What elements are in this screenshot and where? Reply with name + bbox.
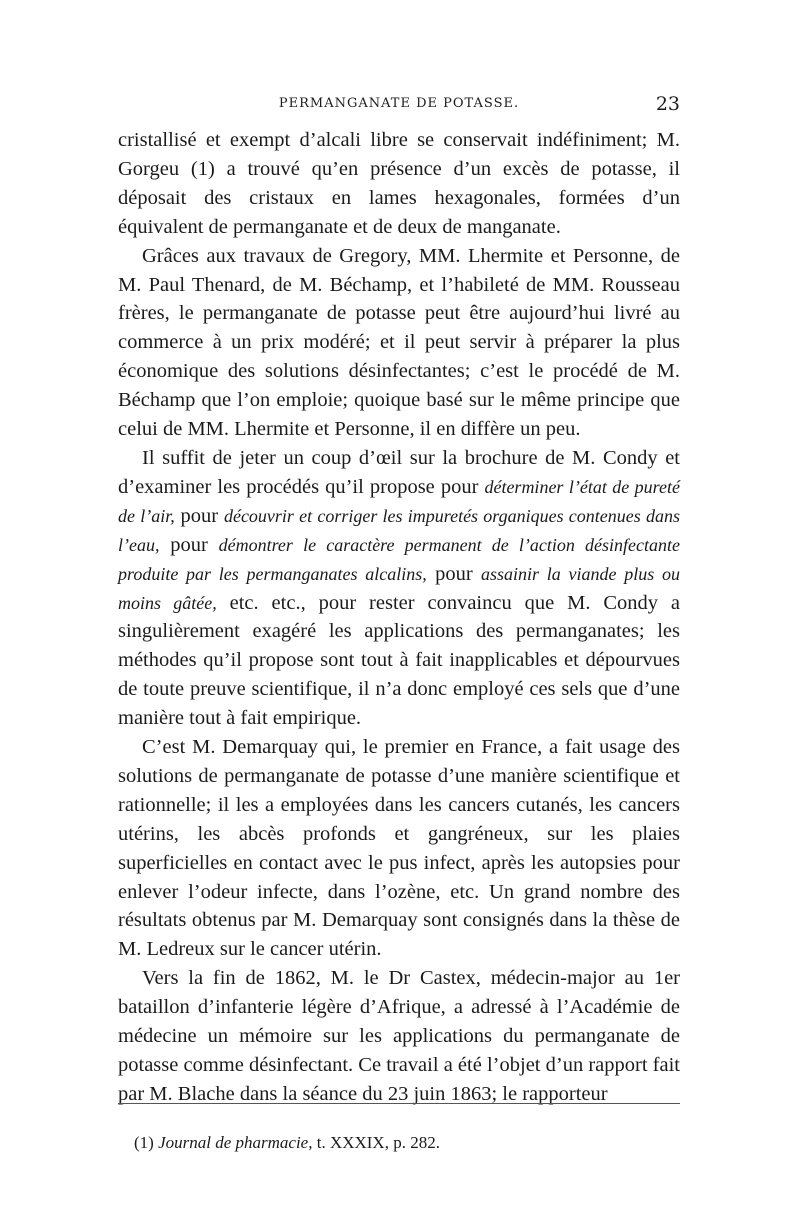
paragraph-3-text-4: pour [426,562,482,585]
main-text [118,126,680,1109]
paragraph-3-text-1: Il suffit de jeter un coup d’œil sur la brochure de M. Condy et d’examiner les procédés qu’il propose pour [118,446,680,498]
paragraph-3-italic-3: démontrer le caractère permanent de l’action désinfectante produite par les permanganates alcalins, [118,534,680,584]
paragraph-3-text-3: pour [159,533,219,556]
paragraph-3-italic-4: assainir la viande plus ou moins gâtée, [118,563,680,613]
paragraph-1: cristallisé et exempt d’alcali libre se conservait indéfiniment; M. Gorgeu (1) a trouvé qu’en présence d’un excès de potasse, il déposait des cristaux en lames hexagonales, formées d’un équivalent de permanganate et de deux de manganate. [118,129,680,238]
paragraph-3-italic-2: découvrir et corriger les impuretés organiques contenues dans l’eau, [118,505,680,555]
page-number: 23 [655,93,680,115]
footnote-reference: t. XXXIX, p. 282. [316,1133,440,1152]
paragraph-4: C’est M. Demarquay qui, le premier en France, a fait usage des solutions de permanganate de potasse d’une manière scientifique et rationnelle; il les a employées dans les cancers cutanés, les cancers utérins, les abcès profonds et gangréneux, sur les plaies superficielles en contact avec le pus infect, après les autopsies pour enlever l’odeur infecte, dans l’ozène, etc. Un grand nombre des résultats obtenus par M. Demarquay sont consignés dans la thèse de M. Ledreux sur le cancer utérin. [118,736,680,961]
footnote-marker: (1) [134,1133,154,1152]
running-header [118,93,680,126]
paragraph-3-text-2: pour [174,504,224,527]
paragraph-3 [118,444,680,733]
paragraph-3-italic-1: déterminer l’état de pureté de l’air, [118,476,680,526]
paragraph-5: Vers la fin de 1862, M. le Dr Castex, médecin-major au 1er bataillon d’infanterie légère d’Afrique, a adressé à l’Académie de médecine un mémoire sur les applications du permanganate de potasse comme désinfectant. Ce travail a été l’objet d’un rapport fait par M. Blache dans la séance du 23 juin 1863; le rapporteur [118,967,680,1105]
running-title: PERMANGANATE DE POTASSE. [278,96,520,111]
paragraph-3-text-5: etc. etc., pour rester convaincu que M. Condy a singulièrement exagéré les applications des permanganates; les méthodes qu’il propose sont tout à fait inapplicables et dépourvues de toute preuve scientifique, il n’a donc employé ces sels que d’une manière tout à fait empirique. [118,591,680,730]
paragraph-2: Grâces aux travaux de Gregory, MM. Lhermite et Personne, de M. Paul Thenard, de M. Béchamp, et l’habileté de MM. Rousseau frères, le permanganate de potasse peut être aujourd’hui livré au commerce à un prix modéré; et il peut servir à préparer la plus économique des solutions désinfectantes; c’est le procédé de M. Béchamp que l’on emploie; quoique basé sur le même principe que celui de MM. Lhermite et Personne, il en diffère un peu. [118,244,680,441]
footnote-journal-title: Journal de pharmacie, [158,1133,313,1152]
footnote-divider [118,1103,680,1104]
footnote [134,1132,680,1154]
